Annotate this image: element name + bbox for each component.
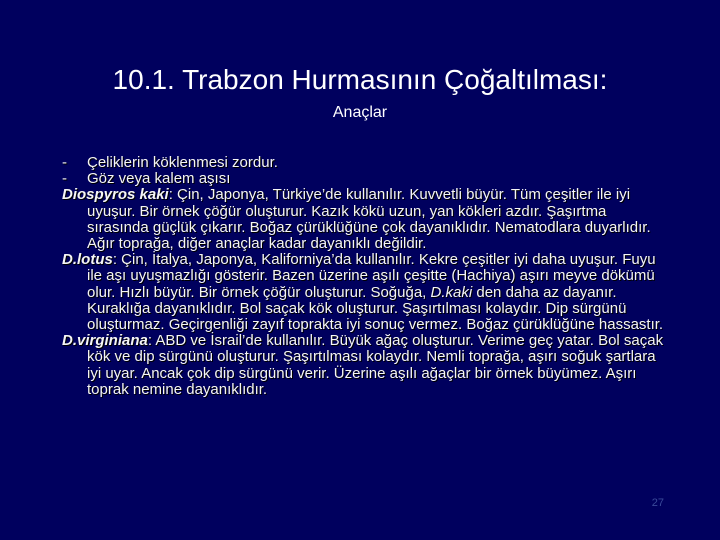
species-description: : Çin, İtalya, Japonya, Kaliforniya’da kullanılır. Kekre çeşitler iyi daha uyuşur. Fuyu ile aşı uyuşmazlığı gösterir. Bazen üzerine aşılı çeşitte (Hachiya) aşırı meyve dökümü olur. Hızlı büyür. Bir örnek çöğür oluşturur. Soğuğa, xyxy=(87,251,656,301)
bullet-marker: - xyxy=(62,154,67,171)
species-inline-italic: D.kaki xyxy=(430,283,473,301)
slide-subtitle: Anaçlar xyxy=(332,104,388,121)
species-paragraph-lotus xyxy=(62,252,672,333)
slide-title: 10.1. Trabzon Hurmasının Çoğaltılması: xyxy=(112,64,608,95)
bullet-item xyxy=(62,155,672,171)
slide-body xyxy=(62,155,672,398)
species-description: : ABD ve İsrail’de kullanılır. Büyük ağaç oluşturur. Verime geç yatar. Bol saçak kök ve dip sürgünü oluşturur. Şaşırtılması kolaydır. Nemli toprağa, aşırı soğuk şartlara iyi uyar. Ancak çok dip sürgünü verir. Üzerine aşılı ağaçlar bir örnek büyümez. Aşırı toprak nemine dayanıklıdır. xyxy=(87,332,664,398)
bullet-text: Çeliklerin köklenmesi zordur. xyxy=(87,154,278,171)
species-term: D.lotus xyxy=(62,251,113,269)
species-term: D.virginiana xyxy=(62,332,148,350)
bullet-text: Göz veya kalem aşısı xyxy=(87,170,231,188)
species-description: : Çin, Japonya, Türkiye’de kullanılır. Kuvvetli büyür. Tüm çeşitler ile iyi uyuşur. Bir örnek çöğür oluşturur. Kazık kökü uzun, yan kökleri azdır. Şaşırtma sırasında güçlük çıkarır. Boğaz çürüklüğüne çok dayanıklıdır. Nematodlara duyarlıdır. Ağır toprağa, diğer anaçlar kadar dayanıklı değildir. xyxy=(87,186,651,253)
species-paragraph-kaki xyxy=(62,187,672,252)
bullet-item xyxy=(62,171,672,187)
species-paragraph-virginiana xyxy=(62,333,672,398)
page-number: 27 xyxy=(651,497,664,509)
species-term: Diospyros kaki xyxy=(62,186,169,204)
bullet-marker: - xyxy=(62,170,67,188)
species-description: den daha az dayanır. Kuraklığa dayanıklıdır. Bol saçak kök oluşturur. Şaşırtılması kolaydır. Dip sürgünü oluşturmaz. Geçirgenliği zayıf toprakta iyi sonuç vermez. Boğaz çürüklüğüne hassastır. xyxy=(87,283,664,334)
